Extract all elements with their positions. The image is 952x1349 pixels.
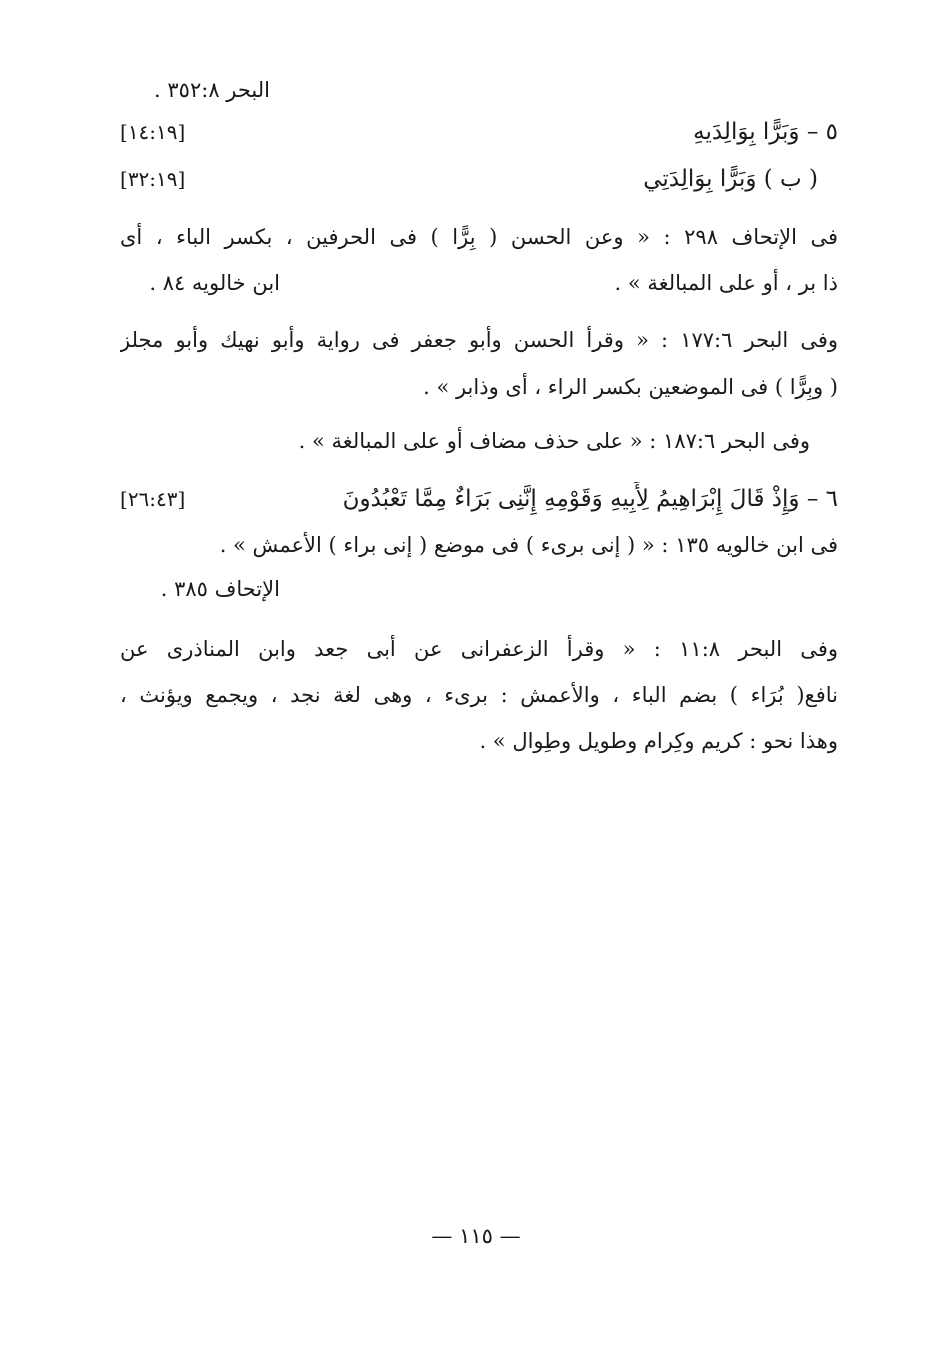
text-line-8: وفى البحر ١٨٧:٦ : « على حذف مضاف أو على المبالغة » . — [298, 429, 810, 453]
quran-verse-5: ٥ – وَبَرًّا بِوَالِدَيهِ — [693, 119, 838, 145]
text-line-13: نافع( بُرَاء ) بضم الباء ، والأعمش : برىء ، وهى لغة نجد ، ويجمع ويؤنث ، — [120, 683, 838, 707]
text-line-6: وفى البحر ١٧٧:٦ : « وقرأ الحسن وأبو جعفر فى رواية وأبو نهيك وأبو مجلز — [120, 328, 838, 352]
page-number: — ١١٥ — — [431, 1224, 521, 1248]
text-line-1: البحر ٣٥٢:٨ . — [154, 78, 270, 102]
text-line-5a: ذا بر ، أو على المبالغة » . — [614, 271, 838, 295]
text-line-14: وهذا نحو : كريم وكِرام وطويل وطِوال » . — [479, 729, 838, 753]
quran-verse-6: ٦ – وَإِذْ قَالَ إِبْرَاهِيمُ لِأَبِيهِ وَقَوْمِهِ إِنَّنِى بَرَاءٌ مِمَّا تَعْبُدُونَ — [342, 486, 838, 512]
quran-verse-5b: ( ب ) وَبَرًّا بِوَالِدَتِي — [643, 166, 818, 192]
text-line-10: فى ابن خالويه ١٣٥ : « ( إنى برىء ) فى موضع ( إنى براء ) الأعمش » . — [219, 533, 838, 557]
verse-reference-5b: [٣٢:١٩] — [120, 167, 186, 191]
verse-reference-5: [١٤:١٩] — [120, 120, 186, 144]
verse-reference-6: [٢٦:٤٣] — [120, 487, 186, 511]
text-line-5b: ابن خالويه ٨٤ . — [149, 271, 280, 295]
text-line-4: فى الإتحاف ٢٩٨ : « وعن الحسن ( بِرًّا ) فى الحرفين ، بكسر الباء ، أى — [120, 225, 838, 249]
text-line-12: وفى البحر ١١:٨ : « وقرأ الزعفرانى عن أبى جعد وابن المناذرى عن — [120, 637, 838, 661]
text-line-11: الإتحاف ٣٨٥ . — [160, 577, 280, 601]
text-line-7: ( وبِرًّا ) فى الموضعين بكسر الراء ، أى وذابر » . — [423, 375, 838, 399]
